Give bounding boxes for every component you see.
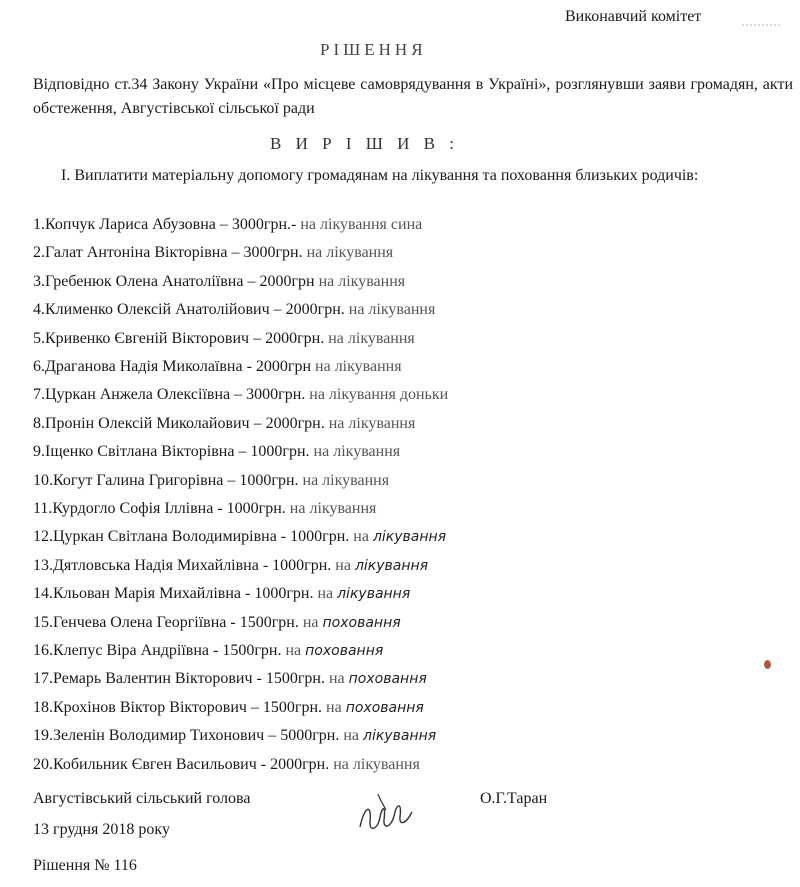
aid-amount: 1000грн. [250, 443, 310, 461]
decision-number: Рішення № 116 [33, 857, 137, 874]
aid-purpose: на [317, 585, 334, 603]
recipient-name: 14.Кльован Марія Михайлівна - [33, 585, 251, 603]
recipient-name: 2.Галат Антоніна Вікторівна – [33, 244, 240, 262]
recipient-name: 17.Ремарь Валентин Вікторович - [33, 670, 262, 688]
handwritten-purpose: поховання [348, 671, 427, 688]
handwritten-purpose: лікування [363, 728, 437, 745]
aid-amount: 5000грн. [280, 727, 340, 745]
recipient-name: 13.Дятловська Надія Михайлівна - [33, 556, 269, 574]
recipient-name: 8.Пронін Олексій Миколайович – [33, 414, 262, 432]
recipient-name: 18.Крохінов Віктор Вікторович – [33, 698, 259, 716]
aid-amount: 1000грн. [239, 471, 299, 489]
recipient-name: 4.Клименко Олексій Анатолійович – [33, 301, 282, 319]
aid-amount: 2000грн. [285, 301, 345, 319]
handwritten-purpose: поховання [322, 614, 401, 631]
list-item [33, 670, 427, 688]
signature-mark [350, 782, 420, 842]
recipient-name: 15.Генчева Олена Георгіївна - [33, 613, 236, 631]
aid-purpose: на [335, 556, 351, 574]
document-date: 13 грудня 2018 року [33, 821, 170, 838]
aid-amount: 3000грн. [246, 386, 306, 404]
list-item [33, 443, 400, 461]
aid-purpose: на [328, 670, 345, 688]
recipient-name: 12.Цуркан Світлана Володимирівна - [33, 528, 287, 546]
aid-purpose: на лікування [328, 329, 415, 347]
list-item [33, 330, 415, 348]
recipient-name: 7.Цуркан Анжела Олексіївна – [33, 386, 243, 404]
list-item [33, 500, 376, 518]
intro-paragraph: Відповідно ст.34 Закону України «Про місцеве самоврядування в Україні», розглянувши заяви громадян, акти обстеження, Августівської сільської ради [33, 76, 793, 117]
list-item [33, 216, 422, 234]
list-item [33, 756, 420, 774]
aid-amount: 1500грн. [239, 613, 299, 631]
aid-amount: 3000грн.- [231, 216, 297, 233]
aid-amount: 2000грн. [265, 414, 325, 432]
aid-amount: 2000грн [259, 272, 315, 290]
aid-amount: 1000грн. [254, 585, 314, 603]
aid-purpose: на лікування доньки [309, 386, 449, 404]
aid-amount: 1000грн. [272, 556, 332, 574]
list-item [33, 273, 405, 291]
aid-amount: 2000грн. [265, 329, 325, 347]
handwritten-purpose: лікування [337, 586, 411, 603]
aid-purpose: на [302, 613, 319, 631]
list-item [33, 472, 389, 490]
list-item [33, 585, 410, 603]
aid-purpose: на лікування [318, 272, 406, 290]
list-item [33, 358, 402, 376]
list-item [33, 415, 415, 433]
aid-purpose: на [343, 727, 359, 745]
aid-purpose: на [353, 528, 369, 546]
list-item [33, 528, 446, 546]
aid-purpose: на лікування [313, 443, 401, 461]
aid-amount: 1000грн. [226, 500, 286, 517]
recipient-name: 5.Кривенко Євгеній Вікторович – [33, 329, 262, 347]
handwritten-purpose: лікування [354, 557, 429, 574]
committee-header: Виконавчий комітет [565, 8, 702, 25]
list-item [33, 557, 428, 575]
recipient-name: 19.Зеленін Володимир Тихонович – [33, 727, 277, 745]
list-item [33, 244, 393, 262]
aid-purpose: на [326, 698, 342, 716]
aid-purpose: на [285, 642, 302, 659]
signer-title: Августівський сільський голова [33, 790, 251, 807]
list-item [33, 301, 435, 319]
ink-stain [764, 660, 771, 669]
list-item [33, 386, 448, 404]
document-title: РІШЕННЯ [320, 40, 427, 59]
aid-purpose: на лікування сина [300, 216, 423, 233]
aid-amount: 1000грн. [290, 528, 350, 546]
aid-purpose: на лікування [348, 301, 436, 319]
aid-amount: 1500грн. [222, 642, 282, 659]
handwritten-purpose: поховання [345, 699, 424, 716]
aid-purpose: на лікування [315, 358, 402, 375]
recipient-name: 11.Курдогло Софія Іллівна - [33, 500, 223, 517]
aid-purpose: на лікування [302, 471, 390, 489]
recipient-name: 16.Клепус Віра Андріївна - [33, 642, 219, 659]
aid-amount: 1500грн. [262, 698, 323, 716]
aid-amount: 2000грн. [270, 755, 330, 773]
scan-smudge [742, 10, 780, 26]
resolved-heading: В И Р І Ш И В : [270, 134, 459, 153]
aid-amount: 3000грн. [243, 244, 303, 262]
handwritten-purpose: лікування [372, 529, 447, 546]
aid-amount: 2000грн [255, 358, 312, 375]
recipient-name: 1.Копчук Лариса Абузовна – [33, 216, 228, 233]
aid-amount: 1500грн. [265, 670, 325, 688]
recipient-name: 20.Кобильник Євген Васильович - [33, 755, 267, 773]
list-item [33, 642, 383, 660]
aid-purpose: на лікування [306, 244, 394, 262]
list-item [33, 699, 424, 717]
recipient-name: 3.Гребенюк Олена Анатоліївна – [33, 272, 256, 290]
recipient-name: 6.Драганова Надія Миколаївна - [33, 358, 252, 375]
handwritten-purpose: поховання [305, 643, 384, 659]
recipient-name: 9.Іщенко Світлана Вікторівна – [33, 443, 247, 461]
list-item [33, 614, 401, 632]
recipient-name: 10.Когут Галина Григорівна – [33, 471, 236, 489]
aid-purpose: на лікування [328, 414, 416, 432]
list-item [33, 727, 436, 745]
aid-purpose: на лікування [289, 500, 377, 517]
signer-name: О.Г.Таран [480, 790, 548, 807]
aid-purpose: на лікування [333, 755, 420, 773]
section-paragraph: І. Виплатити матеріальну допомогу громадянам на лікування та поховання близьких родичів: [61, 167, 699, 184]
